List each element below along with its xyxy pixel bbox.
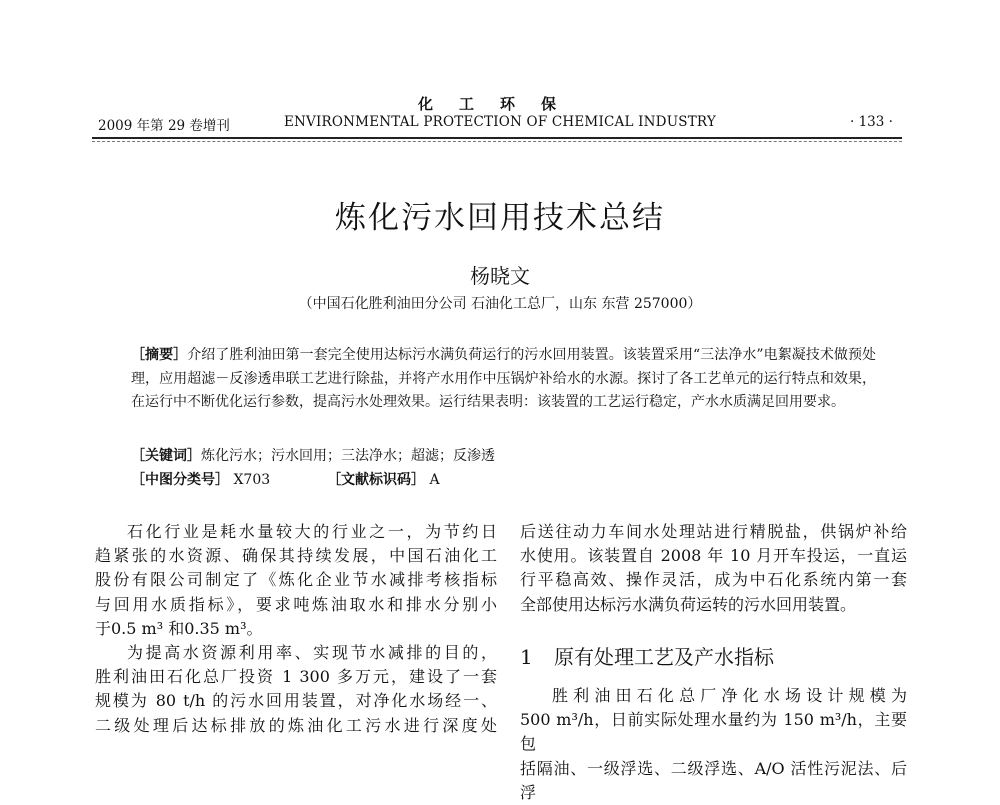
section-title: 原有处理工艺及产水指标: [554, 645, 774, 669]
body-line: 石化行业是耗水量较大的行业之一，为节约日: [127, 522, 497, 541]
section-number: 1: [520, 645, 533, 669]
abstract-text: 介绍了胜利油田第一套完全使用达标污水满负荷运行的污水回用装置。该装置采用“三法净水”电絮凝技术做预处理，应用超滤－反渗透串联工艺进行除盐，并将产水用作中压锅炉补给水的水源。探讨了各工艺单元的运行特点和效果，在运行中不断优化运行参数，提高污水处理效果。运行结果表明：该装置的工艺运行稳定，产水水质满足回用要求。: [131, 347, 876, 410]
page-number: · 133 ·: [850, 114, 893, 130]
section-heading: [520, 641, 774, 670]
body-line: 规模为 80 t/h 的污水回用装置，对净化水场经一、: [95, 691, 497, 711]
body-left-column: [95, 520, 497, 738]
journal-title-en: ENVIRONMENTAL PROTECTION OF CHEMICAL INDUSTRY: [283, 114, 716, 130]
article-title: 炼化污水回用技术总结: [335, 200, 665, 236]
body-right-column-section: [520, 684, 907, 805]
issue-info: 2009 年第 29 卷增刊: [98, 118, 230, 134]
journal-title-cn: 化工环保: [417, 95, 582, 113]
body-line: 括隔油、一级浮选、二级浮选、A/O 活性污泥法、后浮: [520, 758, 907, 802]
doc-code: A: [429, 472, 440, 488]
body-line: 行平稳高效、操作灵活，成为中石化系统内第一套: [520, 570, 907, 590]
body-line: 后送往动力车间水处理站进行精脱盐，供锅炉补给: [520, 522, 907, 541]
abstract-label: ［摘要］: [131, 347, 188, 363]
body-line: 股份有限公司制定了《炼化企业节水减排考核指标: [95, 570, 497, 590]
author-name: 杨晓文: [470, 264, 530, 288]
doc-code-label: ［文献标识码］: [327, 472, 426, 488]
body-line: 于0.5 m³ 和0.35 m³。: [95, 618, 263, 638]
body-line: 胜利油田石化总厂投资 1 300 多万元，建设了一套: [95, 667, 497, 687]
body-right-column: [520, 520, 907, 617]
body-line: 趋紧张的水资源、确保其持续发展，中国石油化工: [95, 546, 497, 566]
body-line: 胜利油田石化总厂净化水场设计规模为: [552, 686, 907, 705]
header-rule: [92, 137, 902, 139]
body-line: 与回用水质指标》，要求吨炼油取水和排水分别小: [95, 594, 497, 614]
body-line: 水使用。该装置自 2008 年 10 月开车投运，一直运: [520, 546, 907, 566]
keywords-label: ［关键词］: [131, 448, 201, 464]
abstract: [131, 344, 876, 415]
body-line: 全部使用达标污水满负荷运转的污水回用装置。: [520, 594, 857, 614]
keywords-text: 炼化污水；污水回用；三法净水；超滤；反渗透: [201, 448, 495, 464]
header-rule-dashed: [92, 141, 902, 142]
body-line: 500 m³/h，日前实际处理水量约为 150 m³/h，主要包: [520, 710, 907, 754]
body-line: 二级处理后达标排放的炼油化工污水进行深度处: [95, 715, 497, 735]
clc-label: ［中图分类号］: [131, 472, 229, 488]
clc-code: X703: [233, 472, 271, 488]
body-line: 为提高水资源利用率、实现节水减排的目的，: [127, 643, 497, 663]
keywords: [131, 445, 495, 465]
author-affiliation: （中国石化胜利油田分公司 石油化工总厂，山东 东营 257000）: [298, 296, 702, 312]
classification: [131, 469, 440, 489]
